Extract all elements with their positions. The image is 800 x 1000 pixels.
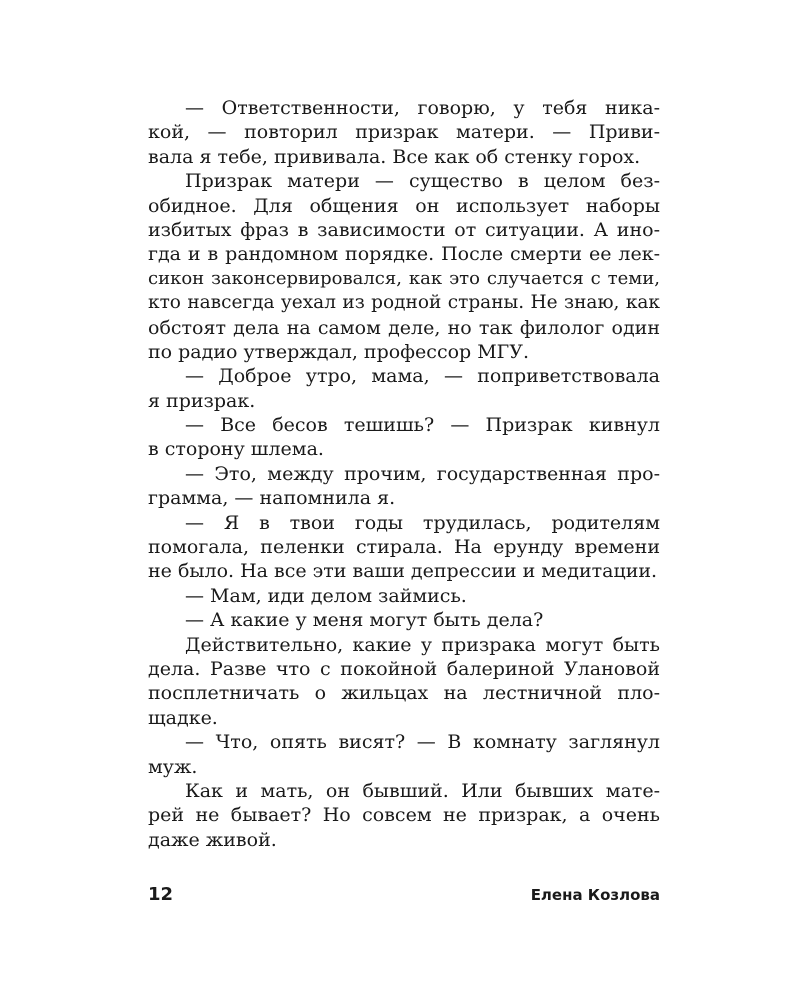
text-line: — А какие у меня могут быть дела? [185, 609, 544, 632]
text-line: — Что, опять висят? — В комнату заглянул [185, 731, 660, 754]
text-line: — Доброе утро, мама, — поприветствовала [185, 365, 660, 388]
text-line: кто навсегда уехал из родной страны. Не знаю, как [148, 292, 660, 314]
page-number: 12 [148, 884, 174, 905]
text-line: гда и в рандомном порядке. После смерти ее лек- [148, 243, 660, 266]
text-line: — Мам, иди делом займись. [185, 584, 467, 607]
text-line: обидное. Для общения он использует наборы [148, 194, 660, 217]
body-text [148, 96, 660, 852]
text-line: посплетничать о жильцах на лестничной пло- [148, 682, 660, 705]
text-line: щадке. [148, 706, 218, 729]
text-line: Как и мать, он бывший. Или бывших мате- [185, 779, 660, 802]
text-line: вала я тебе, прививала. Все как об стенку горох. [148, 145, 641, 168]
text-line: не было. На все эти ваши депрессии и медитации. [148, 560, 658, 583]
text-line: я призрак. [148, 389, 256, 412]
text-line: рей не бывает? Но совсем не призрак, а очень [148, 804, 660, 827]
text-line: сикон законсервировался, как это случается с теми, [148, 267, 660, 289]
text-line: Призрак матери — существо в целом без- [185, 170, 660, 193]
page-footer [148, 883, 660, 907]
text-line: дела. Разве что с покойной балериной Улановой [148, 657, 660, 680]
text-line: кой, — повторил призрак матери. — Приви- [148, 121, 660, 144]
author-name: Елена Козлова [530, 886, 660, 904]
text-line: муж. [148, 755, 198, 778]
text-line: — Все бесов тешишь? — Призрак кивнул [185, 414, 660, 437]
text-line: в сторону шлема. [148, 438, 324, 461]
text-line: Действительно, какие у призрака могут быть [185, 633, 660, 656]
text-line: обстоят дела на самом деле, но так филолог один [148, 316, 660, 339]
text-line: — Это, между прочим, государственная про- [185, 462, 660, 485]
text-line: помогала, пеленки стирала. На ерунду времени [148, 536, 660, 559]
text-line: грамма, — напомнила я. [148, 487, 396, 510]
text-line: — Ответственности, говорю, у тебя ника- [185, 97, 660, 119]
text-line: даже живой. [148, 828, 277, 851]
text-line: — Я в твои годы трудилась, родителям [185, 511, 660, 534]
text-line: по радио утверждал, профессор МГУ. [148, 340, 530, 363]
text-line: избитых фраз в зависимости от ситуации. А ино- [148, 218, 660, 241]
